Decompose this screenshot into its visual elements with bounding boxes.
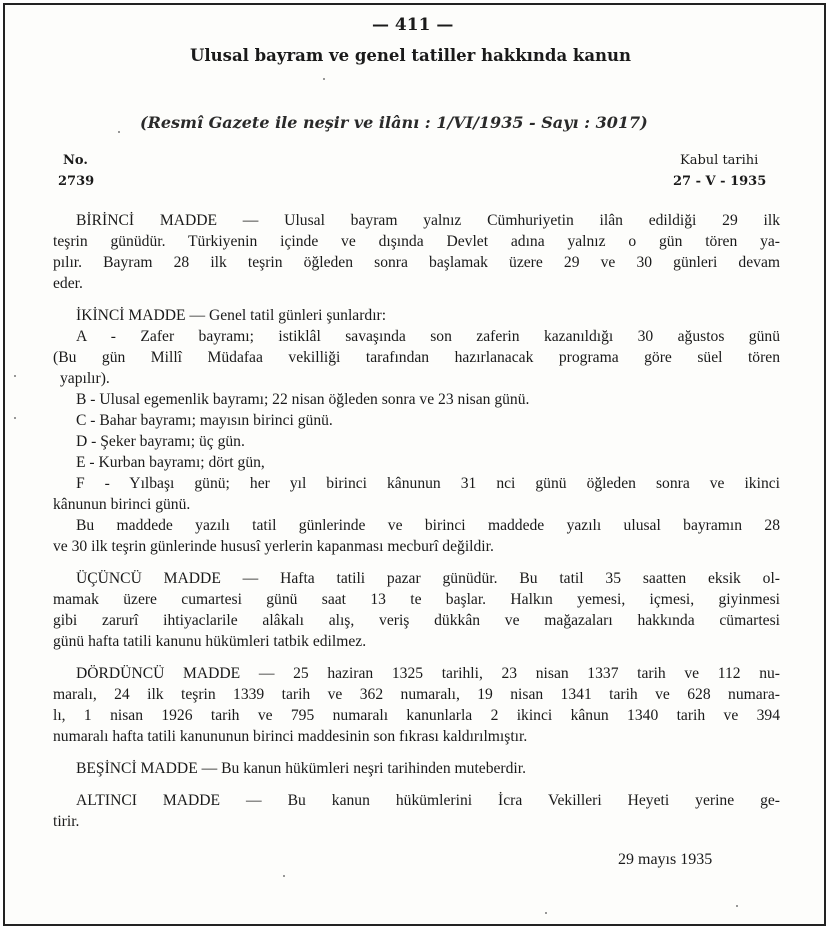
article-4-line-1: DÖRDÜNCÜ MADDE — 25 haziran 1325 tarihli, 23 nisan 1337 tarih ve 112 nu-	[76, 665, 780, 682]
scan-speck	[545, 912, 547, 914]
acceptance-date-label: Kabul tarihi	[680, 153, 759, 168]
scan-speck	[736, 905, 738, 907]
article-2-heading: İKİNCİ MADDE — Genel tatil günleri şunlardır:	[76, 307, 387, 324]
article-1-line-4: eder.	[53, 275, 83, 292]
article-1-line-2: teşrin günüdür. Türkiyenin içinde ve dışında Devlet adına yalnız o gün tören ya-	[53, 233, 780, 250]
article-6-line-2: tirir.	[53, 813, 80, 830]
scan-speck	[323, 78, 325, 80]
scan-speck	[14, 417, 16, 419]
law-number-label: No.	[63, 153, 88, 168]
law-title: Ulusal bayram ve genel tatiller hakkında kanun	[190, 46, 631, 65]
article-1-line-3: pılır. Bayram 28 ilk teşrin öğleden sonra başlamak üzere 29 ve 30 günleri devam	[53, 254, 780, 271]
scan-speck	[118, 131, 120, 133]
scan-speck	[14, 375, 16, 377]
article-4-line-2: maralı, 24 ilk teşrin 1339 tarih ve 362 numaralı, 19 nisan 1341 tarih ve 628 numara-	[53, 686, 780, 703]
scan-speck	[283, 875, 285, 877]
article-3-line-4: günü hafta tatili kanunu hükümleri tatbik edilmez.	[53, 633, 367, 650]
article-2-item-c: C - Bahar bayramı; mayısın birinci günü.	[76, 412, 333, 429]
article-2-item-a-end: yapılır).	[60, 370, 110, 387]
article-4-line-3: lı, 1 nisan 1926 tarih ve 795 numaralı kanunlarla 2 ikinci kânun 1340 tarih ve 394	[53, 707, 780, 724]
article-4-line-4: numaralı hafta tatili kanununun birinci maddesinin son fıkrası kaldırılmıştır.	[53, 728, 528, 745]
law-number: 2739	[58, 174, 95, 189]
article-2-note-line-1: Bu maddede yazılı tatil günlerinde ve birinci maddede yazılı ulusal bayramın 28	[76, 517, 780, 534]
signature-date: 29 mayıs 1935	[618, 851, 713, 868]
article-3-line-3: gibi zarurî ihtiyaclarile alâkalı alış, veriş dükkân ve mağazaları hakkında cümartesi	[53, 612, 780, 629]
article-2-item-f-cont: kânunun birinci günü.	[53, 496, 191, 513]
article-5: BEŞİNCİ MADDE — Bu kanun hükümleri neşri tarihinden muteberdir.	[76, 760, 526, 777]
article-6-line-1: ALTINCI MADDE — Bu kanun hükümlerini İcra Vekilleri Heyeti yerine ge-	[76, 792, 780, 809]
article-2-item-a: A - Zafer bayramı; istiklâl savaşında son zaferin kazanıldığı 30 ağustos günü	[76, 328, 780, 345]
article-1-line-1: BİRİNCİ MADDE — Ulusal bayram yalnız Cümhuriyetin ilân edildiği 29 ilk	[76, 212, 780, 229]
article-3-line-1: ÜÇÜNCÜ MADDE — Hafta tatili pazar günüdür. Bu tatil 35 saatten eksik ol-	[76, 570, 780, 587]
article-3-line-2: mamak üzere cumartesi günü saat 13 te başlar. Halkın yemesi, içmesi, giyinmesi	[53, 591, 780, 608]
article-2-note-line-2: ve 30 ilk teşrin günlerinde hususî yerlerin kapanması mecburî değildir.	[53, 538, 494, 555]
acceptance-date: 27 - V - 1935	[673, 174, 767, 189]
gazette-reference: (Resmî Gazete ile neşir ve ilânı : 1/VI/1935 - Sayı : 3017)	[140, 113, 648, 132]
article-2-item-f: F - Yılbaşı günü; her yıl birinci kânunun 31 nci günü öğleden sonra ve ikinci	[76, 475, 780, 492]
article-2-item-d: D - Şeker bayramı; üç gün.	[76, 433, 245, 450]
article-2-item-b: B - Ulusal egemenlik bayramı; 22 nisan öğleden sonra ve 23 nisan günü.	[76, 391, 530, 408]
article-2-item-a-cont: (Bu gün Millî Müdafaa vekilliği tarafından hazırlanacak programa göre süel tören	[53, 349, 780, 366]
page-number: — 411 —	[372, 15, 454, 35]
article-2-item-e: E - Kurban bayramı; dört gün,	[76, 454, 265, 471]
